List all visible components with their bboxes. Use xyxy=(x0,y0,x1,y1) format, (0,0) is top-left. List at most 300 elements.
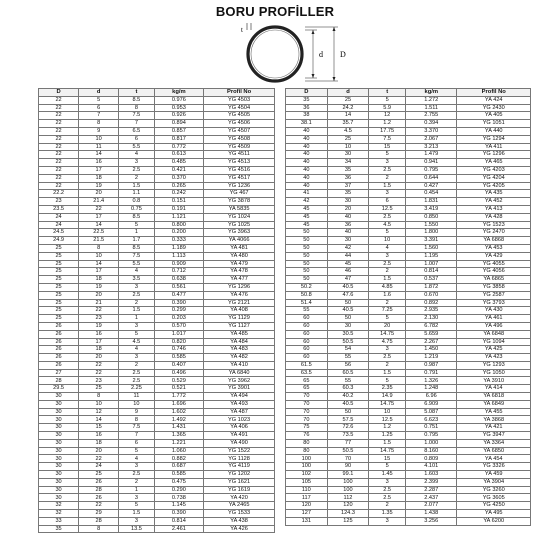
cell-d: 26 xyxy=(79,478,119,486)
table-row xyxy=(286,120,531,128)
header-D: D xyxy=(39,89,79,97)
cell-d: 36 xyxy=(327,221,369,229)
cell-D: 63.5 xyxy=(286,369,328,377)
table-row xyxy=(39,315,275,323)
table-row xyxy=(39,393,275,401)
cell-t: 3 xyxy=(369,252,406,260)
cell-d: 50.5 xyxy=(327,338,369,346)
cell-t: 5 xyxy=(369,463,406,471)
cell-profil-no: YA 435 xyxy=(457,190,531,198)
cell-profil-no: YG 4506 xyxy=(204,120,275,128)
cell-profil-no: YA 410 xyxy=(204,361,275,369)
cell-profil-no: YG 4516 xyxy=(204,166,275,174)
table-row xyxy=(39,455,275,463)
table-row xyxy=(39,400,275,408)
cell-profil-no: YG 3326 xyxy=(457,463,531,471)
cell-D: 30 xyxy=(39,447,79,455)
cell-profil-no: YA 487 xyxy=(204,408,275,416)
cell-d: 19 xyxy=(79,283,119,291)
cell-d: 40.5 xyxy=(327,283,369,291)
cell-profil-no: YA 459 xyxy=(457,471,531,479)
cell-t: 7.5 xyxy=(369,135,406,143)
cell-kgm: 0.333 xyxy=(154,237,204,245)
cell-d: 4.5 xyxy=(327,127,369,135)
cell-D: 40 xyxy=(286,135,328,143)
cell-t: 2.5 xyxy=(369,260,406,268)
cell-D: 22 xyxy=(39,182,79,190)
cell-d: 40.2 xyxy=(327,393,369,401)
cell-D: 30 xyxy=(39,424,79,432)
cell-d: 22 xyxy=(79,369,119,377)
table-row xyxy=(286,166,531,174)
cell-d: 22 xyxy=(79,502,119,510)
cell-t: 5 xyxy=(119,221,154,229)
cell-kgm: 1.195 xyxy=(406,252,457,260)
cell-profil-no: YG 1236 xyxy=(204,182,275,190)
cell-kgm: 2.287 xyxy=(406,486,457,494)
cell-d: 21.5 xyxy=(79,237,119,245)
cell-kgm: 1.479 xyxy=(406,151,457,159)
cell-D: 22 xyxy=(39,127,79,135)
table-row xyxy=(286,478,531,486)
cell-D: 65 xyxy=(286,385,328,393)
cell-D: 50 xyxy=(286,276,328,284)
table-row xyxy=(286,494,531,502)
cell-t: 1.2 xyxy=(369,424,406,432)
cell-d: 25 xyxy=(327,135,369,143)
cell-t: 0.8 xyxy=(119,198,154,206)
cell-D: 22 xyxy=(39,120,79,128)
cell-kgm: 0.857 xyxy=(154,127,204,135)
cell-d: 40.5 xyxy=(327,400,369,408)
cell-kgm: 0.585 xyxy=(154,354,204,362)
cell-d: 40.5 xyxy=(327,307,369,315)
cell-D: 24 xyxy=(39,221,79,229)
cell-profil-no: YG 2121 xyxy=(204,299,275,307)
cell-profil-no: YG 1296 xyxy=(457,151,531,159)
table-row xyxy=(286,213,531,221)
header-t: t xyxy=(119,89,154,97)
cell-kgm: 0.712 xyxy=(154,268,204,276)
cell-kgm: 0.561 xyxy=(154,283,204,291)
cell-D: 40 xyxy=(286,127,328,135)
cell-t: 20 xyxy=(369,322,406,330)
cell-d: 8 xyxy=(79,244,119,252)
cell-kgm: 6.782 xyxy=(406,322,457,330)
cell-d: 19 xyxy=(79,182,119,190)
cell-d: 45 xyxy=(327,260,369,268)
cell-profil-no: YG 1023 xyxy=(204,416,275,424)
cell-t: 1.5 xyxy=(369,276,406,284)
table-row xyxy=(286,322,531,330)
cell-profil-no: YA 6850 xyxy=(457,447,531,455)
cell-kgm: 3.391 xyxy=(406,237,457,245)
cell-D: 35 xyxy=(39,525,79,533)
cell-d: 25 xyxy=(79,385,119,393)
cell-D: 22 xyxy=(39,104,79,112)
cell-kgm: 1.492 xyxy=(154,416,204,424)
left-table-container xyxy=(38,88,275,533)
cell-D: 50.2 xyxy=(286,283,328,291)
cell-d: 34 xyxy=(327,159,369,167)
cell-D: 25 xyxy=(39,291,79,299)
cell-D: 127 xyxy=(286,510,328,518)
cell-kgm: 1.560 xyxy=(406,244,457,252)
cell-profil-no: YA 6865 xyxy=(457,276,531,284)
cell-D: 32 xyxy=(39,502,79,510)
cell-t: 1.7 xyxy=(119,237,154,245)
cell-t: 2.5 xyxy=(369,213,406,221)
cell-t: 3 xyxy=(369,190,406,198)
table-row xyxy=(39,252,275,260)
table-row xyxy=(39,346,275,354)
cell-D: 50.8 xyxy=(286,291,328,299)
cell-t: 1.25 xyxy=(369,432,406,440)
cell-d: 36 xyxy=(327,174,369,182)
cell-d: 35.7 xyxy=(327,120,369,128)
cell-d: 10 xyxy=(79,252,119,260)
cell-kgm: 2.461 xyxy=(154,525,204,533)
cell-D: 24.9 xyxy=(39,237,79,245)
cell-profil-no: YA 477 xyxy=(204,276,275,284)
cell-profil-no: YA 483 xyxy=(204,346,275,354)
cell-D: 75 xyxy=(286,424,328,432)
cell-profil-no: YG 467 xyxy=(204,190,275,198)
cell-kgm: 6.909 xyxy=(406,400,457,408)
cell-D: 30 xyxy=(39,486,79,494)
cell-kgm: 0.800 xyxy=(154,221,204,229)
cell-d: 15 xyxy=(79,424,119,432)
cell-kgm: 6.623 xyxy=(406,416,457,424)
cell-t: 3 xyxy=(119,354,154,362)
cell-D: 38 xyxy=(286,112,328,120)
right-table-container xyxy=(285,88,531,526)
table-row xyxy=(286,502,531,510)
cell-t: 15 xyxy=(369,143,406,151)
cell-kgm: 1.431 xyxy=(154,424,204,432)
cell-d: 30 xyxy=(327,237,369,245)
table-row xyxy=(39,463,275,471)
table-row xyxy=(286,96,531,104)
cell-d: 22.5 xyxy=(79,229,119,237)
cell-kgm: 1.326 xyxy=(406,377,457,385)
cell-D: 50 xyxy=(286,268,328,276)
cell-t: 14.75 xyxy=(369,447,406,455)
cell-t: 14.75 xyxy=(369,330,406,338)
table-row xyxy=(39,439,275,447)
cell-t: 2.25 xyxy=(119,385,154,393)
table-row xyxy=(286,307,531,315)
cell-t: 2.5 xyxy=(369,486,406,494)
cell-kgm: 0.738 xyxy=(154,494,204,502)
cell-t: 1.1 xyxy=(119,190,154,198)
cell-d: 73.5 xyxy=(327,432,369,440)
cell-d: 35 xyxy=(327,190,369,198)
cell-d: 10 xyxy=(327,143,369,151)
cell-t: 4 xyxy=(119,151,154,159)
cell-kgm: 0.892 xyxy=(406,299,457,307)
cell-t: 3 xyxy=(119,322,154,330)
cell-kgm: 0.407 xyxy=(154,361,204,369)
cell-profil-no: YG 1296 xyxy=(204,283,275,291)
cell-profil-no: YA 423 xyxy=(457,354,531,362)
d-label: d xyxy=(319,50,323,59)
cell-kgm: 0.795 xyxy=(406,432,457,440)
table-row xyxy=(286,354,531,362)
cell-kgm: 0.475 xyxy=(154,478,204,486)
cell-kgm: 2.437 xyxy=(406,494,457,502)
cell-kgm: 0.496 xyxy=(154,369,204,377)
cell-profil-no: YA 485 xyxy=(204,330,275,338)
table-row xyxy=(286,237,531,245)
cell-profil-no: YA 484 xyxy=(204,338,275,346)
cell-t: 4 xyxy=(119,455,154,463)
cell-d: 8 xyxy=(79,120,119,128)
cell-d: 20 xyxy=(79,190,119,198)
table-row xyxy=(39,221,275,229)
cell-profil-no: YG 1025 xyxy=(204,221,275,229)
cell-t: 7 xyxy=(119,432,154,440)
cell-t: 2 xyxy=(119,174,154,182)
cell-profil-no: YA 420 xyxy=(204,494,275,502)
cell-d: 72.6 xyxy=(327,424,369,432)
table-row xyxy=(286,260,531,268)
table-row xyxy=(39,322,275,330)
tube-cross-section-diagram xyxy=(235,20,375,88)
cell-profil-no: YA 496 xyxy=(457,322,531,330)
cell-kgm: 1.189 xyxy=(154,244,204,252)
cell-d: 25 xyxy=(327,96,369,104)
cell-t: 3 xyxy=(369,159,406,167)
cell-d: 28 xyxy=(79,517,119,525)
cell-d: 18 xyxy=(79,174,119,182)
page-title: BORU PROFİLLER xyxy=(215,4,335,19)
cell-kgm: 0.537 xyxy=(406,276,457,284)
cell-D: 30 xyxy=(39,432,79,440)
cell-D: 105 xyxy=(286,478,328,486)
cell-t: 7.5 xyxy=(119,252,154,260)
cell-d: 100 xyxy=(327,478,369,486)
cell-kgm: 0.746 xyxy=(154,346,204,354)
cell-d: 21.4 xyxy=(79,198,119,206)
cell-D: 30 xyxy=(39,478,79,486)
cell-D: 30 xyxy=(39,471,79,479)
table-row xyxy=(39,361,275,369)
table-row xyxy=(39,517,275,525)
cell-kgm: 0.242 xyxy=(154,190,204,198)
cell-d: 35 xyxy=(327,166,369,174)
table-row xyxy=(286,221,531,229)
right-table-body xyxy=(286,96,531,525)
cell-D: 22 xyxy=(39,143,79,151)
table-row xyxy=(286,198,531,206)
left-profile-table xyxy=(38,88,275,533)
cell-t: 14.75 xyxy=(369,400,406,408)
cell-d: 40 xyxy=(327,229,369,237)
cell-profil-no: YA 406 xyxy=(204,424,275,432)
cell-kgm: 1.550 xyxy=(406,221,457,229)
cell-d: 30.5 xyxy=(327,330,369,338)
cell-profil-no: YA 482 xyxy=(204,354,275,362)
cell-t: 3 xyxy=(369,517,406,525)
table-row xyxy=(39,283,275,291)
cell-d: 20 xyxy=(79,447,119,455)
cell-D: 26 xyxy=(39,346,79,354)
cell-d: 18 xyxy=(79,346,119,354)
cell-profil-no: YG 4508 xyxy=(204,135,275,143)
cell-kgm: 1.602 xyxy=(154,408,204,416)
cell-d: 18 xyxy=(79,439,119,447)
header-t: t xyxy=(369,89,406,97)
cell-d: 19 xyxy=(79,322,119,330)
cell-d: 16 xyxy=(79,432,119,440)
cell-kgm: 1.603 xyxy=(406,471,457,479)
cell-profil-no: YG 1051 xyxy=(457,120,531,128)
cell-t: 5 xyxy=(369,229,406,237)
cell-D: 30 xyxy=(39,494,79,502)
cell-t: 2.5 xyxy=(119,369,154,377)
cell-d: 14 xyxy=(79,416,119,424)
table-row xyxy=(39,408,275,416)
cell-kgm: 8.160 xyxy=(406,447,457,455)
cell-t: 3 xyxy=(119,517,154,525)
cell-profil-no: YG 1522 xyxy=(204,447,275,455)
cell-t: 8 xyxy=(119,416,154,424)
cell-D: 25 xyxy=(39,283,79,291)
cell-t: 2 xyxy=(119,299,154,307)
cell-t: 6 xyxy=(119,439,154,447)
cell-profil-no: YG 4055 xyxy=(457,260,531,268)
cell-t: 7.5 xyxy=(119,112,154,120)
cell-kgm: 0.299 xyxy=(154,307,204,315)
table-row xyxy=(286,439,531,447)
cell-profil-no: YG 1619 xyxy=(204,486,275,494)
table-row xyxy=(39,486,275,494)
cell-profil-no: YA 430 xyxy=(457,307,531,315)
cell-t: 4.85 xyxy=(369,283,406,291)
cell-D: 41 xyxy=(286,190,328,198)
cell-d: 25 xyxy=(79,471,119,479)
cell-profil-no: YA 411 xyxy=(457,143,531,151)
cell-d: 124.3 xyxy=(327,510,369,518)
cell-kgm: 2.067 xyxy=(406,135,457,143)
cell-t: 8.5 xyxy=(119,213,154,221)
cell-kgm: 0.529 xyxy=(154,377,204,385)
cell-kgm: 1.145 xyxy=(154,502,204,510)
table-row xyxy=(39,510,275,518)
cell-kgm: 0.814 xyxy=(154,517,204,525)
table-row xyxy=(39,369,275,377)
cell-kgm: 1.007 xyxy=(406,260,457,268)
header-d: d xyxy=(79,89,119,97)
cell-profil-no: YG 2430 xyxy=(457,104,531,112)
table-row xyxy=(39,478,275,486)
cell-kgm: 0.850 xyxy=(406,213,457,221)
cell-D: 23.5 xyxy=(39,205,79,213)
cell-t: 2 xyxy=(119,361,154,369)
cell-d: 8 xyxy=(79,393,119,401)
cell-kgm: 2.130 xyxy=(406,315,457,323)
cell-d: 7 xyxy=(79,112,119,120)
table-row xyxy=(39,159,275,167)
cell-profil-no: YA 495 xyxy=(457,510,531,518)
cell-profil-no: YA 478 xyxy=(204,268,275,276)
cell-D: 55 xyxy=(286,307,328,315)
table-row xyxy=(286,112,531,120)
cell-D: 22 xyxy=(39,151,79,159)
header-D: D xyxy=(286,89,328,97)
cell-d: 77 xyxy=(327,439,369,447)
cell-profil-no: YG 1050 xyxy=(457,369,531,377)
cell-D: 26 xyxy=(39,354,79,362)
cell-kgm: 0.191 xyxy=(154,205,204,213)
cell-D: 102 xyxy=(286,471,328,479)
table-row xyxy=(39,525,275,533)
table-row xyxy=(286,424,531,432)
cell-t: 6 xyxy=(119,135,154,143)
cell-D: 33 xyxy=(39,517,79,525)
table-row xyxy=(286,182,531,190)
header-kgm: kg/m xyxy=(406,89,457,97)
cell-d: 17 xyxy=(79,166,119,174)
cell-D: 50 xyxy=(286,229,328,237)
cell-d: 46 xyxy=(327,268,369,276)
cell-t: 3 xyxy=(119,494,154,502)
cell-d: 50 xyxy=(327,408,369,416)
cell-kgm: 0.926 xyxy=(154,112,204,120)
cell-kgm: 1.219 xyxy=(406,354,457,362)
table-row xyxy=(286,159,531,167)
cell-d: 14 xyxy=(79,151,119,159)
cell-kgm: 0.290 xyxy=(154,486,204,494)
cell-D: 25 xyxy=(39,299,79,307)
cell-t: 3.5 xyxy=(119,276,154,284)
table-row xyxy=(286,447,531,455)
profile-tables xyxy=(38,88,531,548)
cell-t: 2.5 xyxy=(369,494,406,502)
cell-d: 47.6 xyxy=(327,291,369,299)
cell-D: 51.4 xyxy=(286,299,328,307)
cell-D: 30 xyxy=(39,439,79,447)
cell-t: 5.9 xyxy=(369,104,406,112)
cell-D: 24.5 xyxy=(39,229,79,237)
cell-profil-no: YG 4507 xyxy=(204,127,275,135)
cell-kgm: 0.976 xyxy=(154,96,204,104)
cell-t: 5 xyxy=(369,377,406,385)
cell-D: 26 xyxy=(39,338,79,346)
cell-profil-no: YG 3963 xyxy=(204,229,275,237)
cell-t: 1.5 xyxy=(369,182,406,190)
table-row xyxy=(39,268,275,276)
table-row xyxy=(39,213,275,221)
cell-t: 4 xyxy=(119,268,154,276)
cell-D: 70 xyxy=(286,408,328,416)
cell-d: 54 xyxy=(327,346,369,354)
cell-profil-no: YA 476 xyxy=(204,291,275,299)
cell-profil-no: YG 1128 xyxy=(204,455,275,463)
cell-kgm: 2.755 xyxy=(406,112,457,120)
cell-d: 125 xyxy=(327,517,369,525)
cell-kgm: 0.751 xyxy=(406,424,457,432)
cell-d: 20 xyxy=(327,205,369,213)
cell-profil-no: YA 6868 xyxy=(457,237,531,245)
cell-t: 2.5 xyxy=(369,354,406,362)
cell-t: 13.5 xyxy=(119,525,154,533)
cell-d: 29 xyxy=(79,510,119,518)
table-row xyxy=(39,338,275,346)
cell-kgm: 1.000 xyxy=(406,439,457,447)
cell-D: 25 xyxy=(39,252,79,260)
